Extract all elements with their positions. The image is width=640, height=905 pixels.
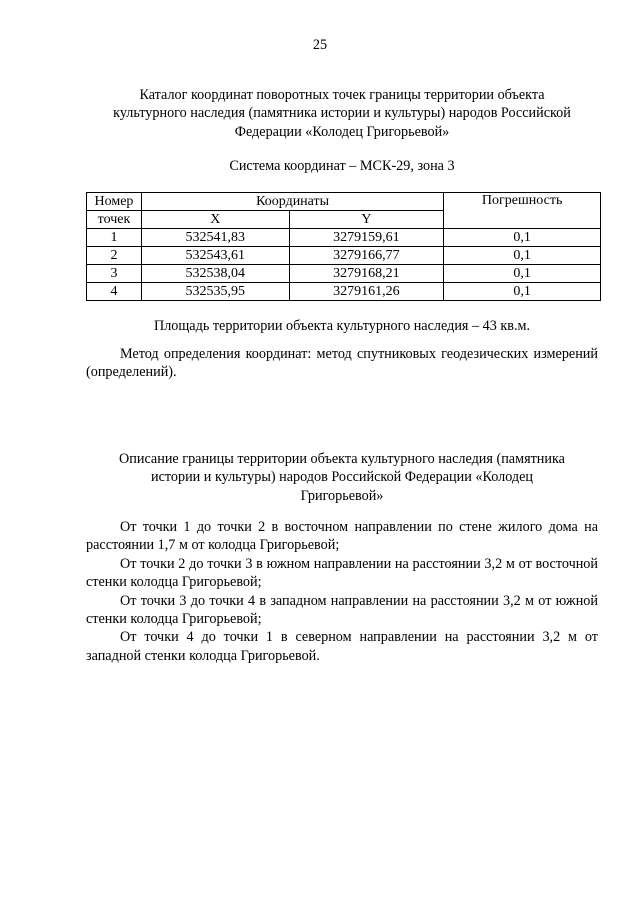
- method-section: [86, 345, 598, 382]
- description-title-line-2: истории и культуры) народов Российской Федерации «Колодец: [150, 469, 533, 486]
- page-number: 25: [312, 37, 328, 53]
- cell-y: 3279168,21: [289, 265, 444, 283]
- cell-y: 3279161,26: [289, 283, 444, 301]
- table-row: [87, 247, 601, 265]
- description-body: [86, 518, 598, 665]
- cell-y: 3279166,77: [289, 247, 444, 265]
- cell-x: 532543,61: [141, 247, 289, 265]
- cell-error: 0,1: [444, 265, 601, 283]
- catalog-title-line-1: Каталог координат поворотных точек границы территории объекта: [139, 87, 545, 103]
- description-paragraph-4: От точки 4 до точки 1 в северном направлении на расстоянии 3,2 м от западной стенки колодца Григорьевой.: [86, 629, 598, 664]
- cell-error: 0,1: [444, 283, 601, 301]
- header-point-number-bottom: точек: [87, 211, 142, 229]
- coordinate-system: Система координат – МСК-29, зона 3: [229, 158, 455, 174]
- header-error: Погрешность: [444, 193, 601, 229]
- table-header-row: [87, 193, 601, 211]
- catalog-title-line-3: Федерации «Колодец Григорьевой»: [234, 123, 450, 140]
- description-paragraph-3: От точки 3 до точки 4 в западном направлении на расстоянии 3,2 м от южной стенки колодца Григорьевой;: [86, 592, 598, 628]
- description-title-line-3: Григорьевой»: [300, 487, 384, 504]
- cell-point-number: 1: [87, 229, 142, 247]
- cell-error: 0,1: [444, 229, 601, 247]
- cell-error: 0,1: [444, 247, 601, 265]
- header-x: X: [141, 211, 289, 229]
- table-row: [87, 229, 601, 247]
- coordinates-table: [86, 192, 601, 301]
- cell-x: 532535,95: [141, 283, 289, 301]
- cell-x: 532541,83: [141, 229, 289, 247]
- method-text: Метод определения координат: метод спутниковых геодезических измерений (определений).: [86, 346, 598, 381]
- catalog-title: [86, 86, 598, 141]
- cell-point-number: 4: [87, 283, 142, 301]
- table-row: [87, 265, 601, 283]
- cell-x: 532538,04: [141, 265, 289, 283]
- description-title-line-1: Описание границы территории объекта культурного наследия (памятника: [119, 451, 565, 467]
- description-paragraph-2: От точки 2 до точки 3 в южном направлении на расстоянии 3,2 м от восточной стенки колодца Григорьевой;: [86, 555, 598, 591]
- description-paragraph-1: От точки 1 до точки 2 в восточном направлении по стене жилого дома на расстоянии 1,7 м от колодца Григорьевой;: [86, 519, 598, 554]
- header-y: Y: [289, 211, 444, 229]
- cell-y: 3279159,61: [289, 229, 444, 247]
- header-point-number-top: Номер: [87, 193, 142, 211]
- cell-point-number: 2: [87, 247, 142, 265]
- area-text: Площадь территории объекта культурного наследия – 43 кв.м.: [153, 318, 531, 334]
- description-title: [86, 450, 598, 505]
- header-coordinates: Координаты: [141, 193, 443, 211]
- catalog-title-line-2: культурного наследия (памятника истории и культуры) народов Российской: [113, 105, 571, 122]
- table-row: [87, 283, 601, 301]
- cell-point-number: 3: [87, 265, 142, 283]
